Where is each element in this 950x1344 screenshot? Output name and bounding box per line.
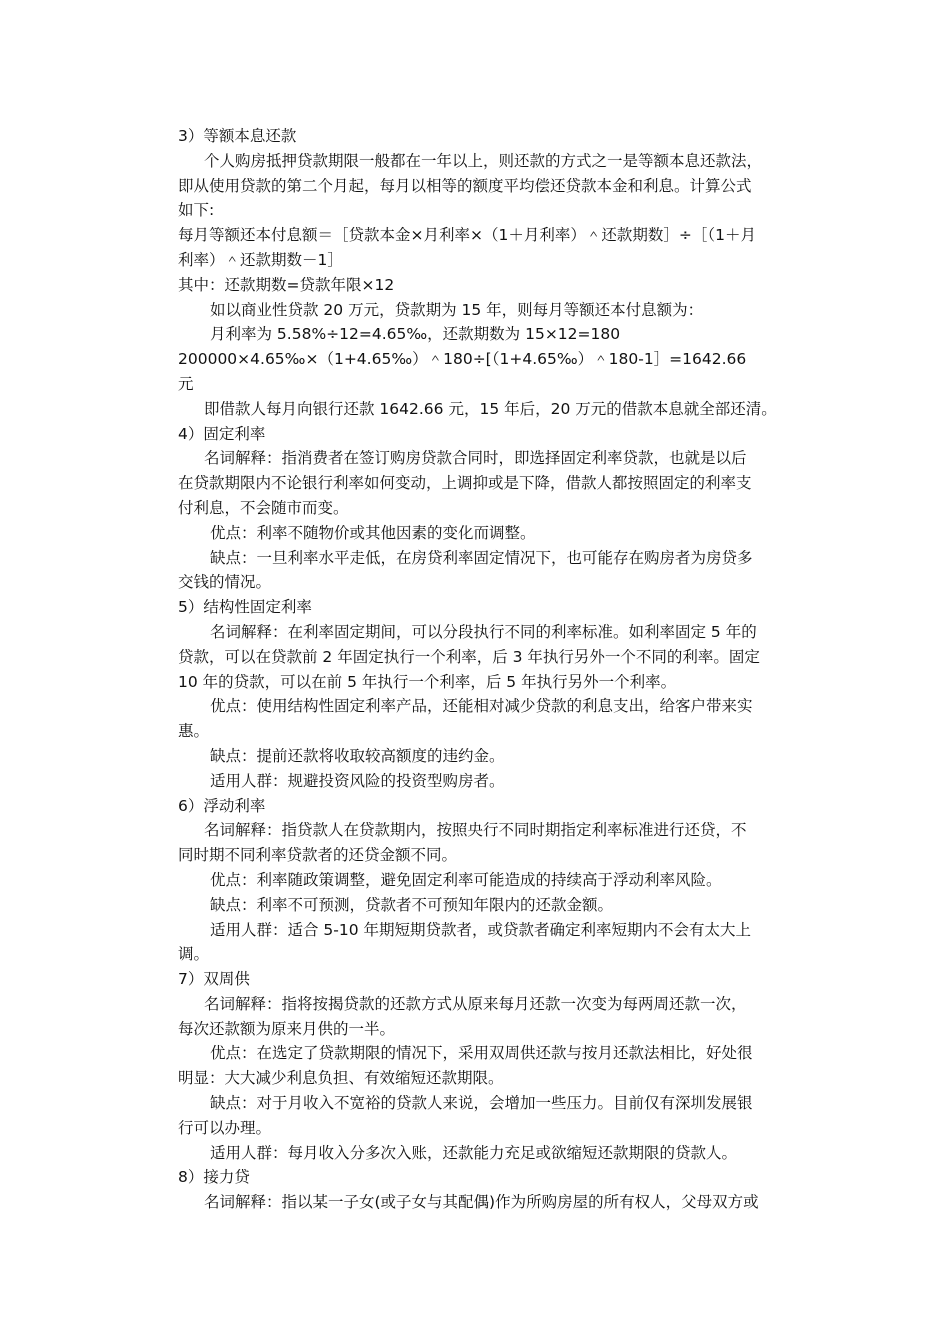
text-line: 缺点：对于月收入不宽裕的贷款人来说，会增加一些压力。目前仅有深圳发展银 [210,1094,753,1113]
text-line: 适用人群：适合 5-10 年期短期贷款者，或贷款者确定利率短期内不会有太大上 [210,920,752,939]
text-line: 如以商业性贷款 20 万元，贷款期为 15 年，则每月等额还本付息额为： [210,300,704,319]
text-line: 付利息，不会随市而变。 [178,498,349,517]
text-line: 其中：还款期数=贷款年限×12 [178,275,395,294]
text-line: 名词解释：指贷款人在贷款期内，按照央行不同时期指定利率标准进行还贷，不 [204,821,747,840]
text-line: 元 [178,374,194,393]
text-line: 贷款，可以在贷款前 2 年固定执行一个利率，后 3 年执行另外一个不同的利率。固定 [178,647,760,666]
document-body [178,124,810,1215]
text-line: 每次还款额为原来月供的一半。 [178,1019,396,1038]
section-heading: 4）固定利率 [178,424,266,443]
text-line: 个人购房抵押贷款期限一般都在一年以上，则还款的方式之一是等额本息还款法， [204,151,763,170]
text-line: 每月等额还本付息额＝［贷款本金×月利率×（1＋月利率）＾还款期数］÷［（1＋月 [178,226,756,245]
section-heading: 5）结构性固定利率 [178,598,312,617]
text-line: 即借款人每月向银行还款 1642.66 元，15 年后，20 万元的借款本息就全部还清。 [204,399,777,418]
text-line: 名词解释：指以某一子女(或子女与其配偶)作为所购房屋的所有权人，父母双方或 [204,1193,759,1212]
text-line: 名词解释：在利率固定期间，可以分段执行不同的利率标准。如利率固定 5 年的 [210,622,757,641]
text-line: 同时期不同利率贷款者的还贷金额不同。 [178,846,458,865]
text-line: 优点：利率随政策调整，避免固定利率可能造成的持续高于浮动利率风险。 [210,870,722,889]
text-line: 优点：使用结构性固定利率产品，还能相对减少贷款的利息支出，给客户带来实 [210,697,753,716]
text-line: 在贷款期限内不论银行利率如何变动，上调抑或是下降，借款人都按照固定的利率支 [178,474,752,493]
text-line: 月利率为 5.58%÷12=4.65‰，还款期数为 15×12=180 [210,325,621,344]
text-line: 200000×4.65‰×（1+4.65‰）＾180÷[（1+4.65‰）＾180-1］=1642.66 [178,350,747,369]
text-line: 明显：大大减少利息负担、有效缩短还款期限。 [178,1069,504,1088]
text-line: 调。 [178,945,210,964]
text-line: 10 年的贷款，可以在前 5 年执行一个利率，后 5 年执行另外一个利率。 [178,672,677,691]
text-line: 行可以办理。 [178,1118,272,1137]
text-line: 如下: [178,201,215,220]
section-heading: 6）浮动利率 [178,796,266,815]
section-heading: 3）等额本息还款 [178,127,297,145]
text-line: 交钱的情况。 [178,573,272,592]
section-heading: 8）接力贷 [178,1168,250,1187]
text-line: 缺点：提前还款将收取较高额度的违约金。 [210,746,505,765]
text-line: 即从使用贷款的第二个月起，每月以相等的额度平均偿还贷款本金和利息。计算公式 [178,176,752,195]
text-line: 缺点：利率不可预测，贷款者不可预知年限内的还款金额。 [210,895,614,914]
text-line: 优点：在选定了贷款期限的情况下，采用双周供还款与按月还款法相比，好处很 [210,1044,753,1063]
text-line: 名词解释：指消费者在签订购房贷款合同时，即选择固定利率贷款，也就是以后 [204,449,747,468]
text-line: 名词解释：指将按揭贷款的还款方式从原来每月还款一次变为每两周还款一次， [204,994,747,1013]
text-line: 缺点：一旦利率水平走低，在房贷利率固定情况下，也可能存在购房者为房贷多 [210,548,753,567]
text-line: 惠。 [178,722,210,741]
text-line: 适用人群：规避投资风险的投资型购房者。 [210,771,505,790]
text-line: 优点：利率不随物价或其他因素的变化而调整。 [210,523,536,542]
text-line: 适用人群：每月收入分多次入账，还款能力充足或欲缩短还款期限的贷款人。 [210,1143,738,1162]
section-heading: 7）双周供 [178,970,250,989]
text-line: 利率）＾还款期数－1］ [178,250,343,269]
